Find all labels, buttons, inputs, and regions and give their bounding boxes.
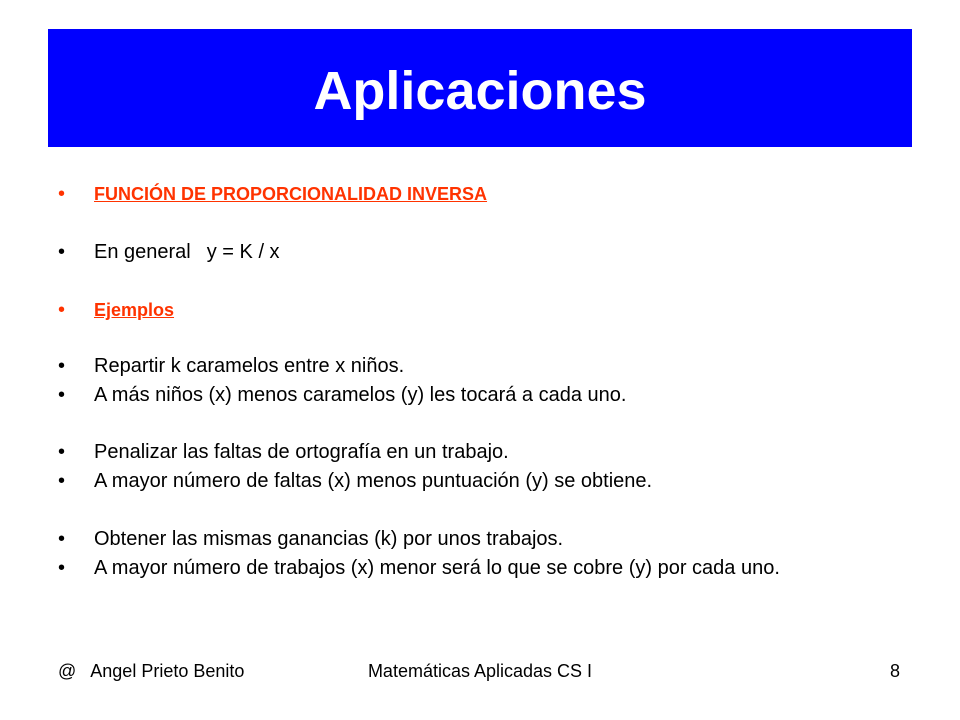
bullet-example-3a [58, 527, 878, 551]
bullet-icon: • [58, 355, 66, 377]
bullet-icon: • [58, 299, 66, 321]
general-label: En general [94, 241, 191, 263]
example-2a-text: Penalizar las faltas de ortografía en un trabajo. [94, 441, 509, 463]
example-2b-text: A mayor número de faltas (x) menos puntuación (y) se obtiene. [94, 470, 653, 492]
bullet-icon: • [58, 528, 66, 550]
title-banner [48, 29, 912, 147]
heading-text: FUNCIÓN DE PROPORCIONALIDAD INVERSA [94, 184, 488, 204]
examples-heading: Ejemplos [94, 300, 175, 320]
bullet-example-1b [58, 383, 878, 407]
bullet-icon: • [58, 384, 66, 406]
footer-author: @ Angel Prieto Benito [58, 661, 245, 681]
bullet-example-2b [58, 469, 878, 493]
bullet-icon: • [58, 183, 66, 205]
bullet-icon: • [58, 470, 66, 492]
bullet-example-1a [58, 354, 878, 378]
bullet-heading [58, 182, 878, 206]
example-3a-text: Obtener las mismas ganancias (k) por unos trabajos. [94, 528, 564, 550]
example-1a-text: Repartir k caramelos entre x niños. [94, 355, 405, 377]
bullet-examples [58, 298, 878, 322]
example-3b-text: A mayor número de trabajos (x) menor será lo que se cobre (y) por cada uno. [94, 557, 780, 579]
bullet-icon: • [58, 241, 66, 263]
general-formula: y = K / x [206, 241, 280, 263]
bullet-example-3b [58, 556, 878, 580]
footer-page-number: 8 [889, 661, 900, 681]
bullet-icon: • [58, 557, 66, 579]
example-1b-text: A más niños (x) menos caramelos (y) les tocará a cada uno. [94, 384, 627, 406]
bullet-icon: • [58, 441, 66, 463]
footer-course: Matemáticas Aplicadas CS I [367, 661, 593, 681]
bullet-example-2a [58, 440, 878, 464]
bullet-general [58, 240, 878, 264]
slide-title: Aplicaciones [313, 61, 647, 121]
